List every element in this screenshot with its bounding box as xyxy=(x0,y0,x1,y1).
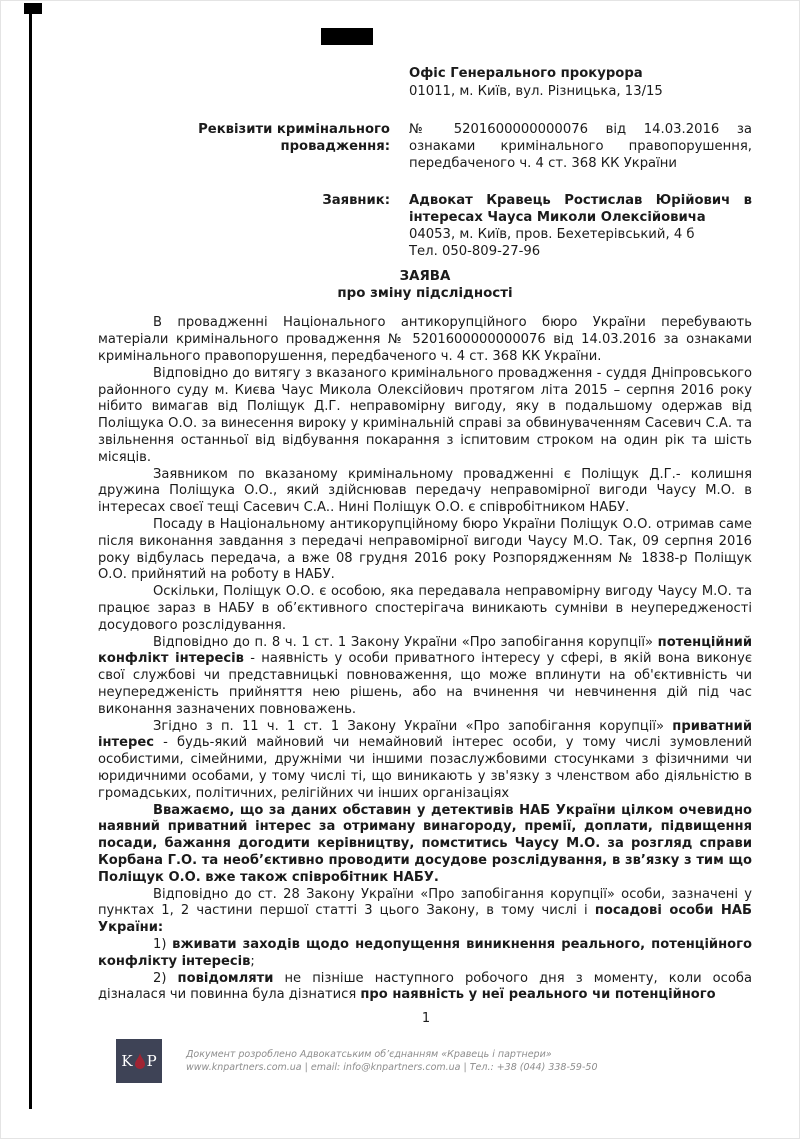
footer-credit-line: Документ розроблено Адвокатським об’єднанням «Кравець і партнери» xyxy=(186,1049,552,1060)
applicant-phone: Тел. 050-809-27-96 xyxy=(409,244,541,260)
scan-artifact-blob xyxy=(24,3,42,14)
paragraph: Заявником по вказаному кримінальному провадженні є Поліщук Д.Г.- колишня дружина Поліщука О.О., який здійснював передачу неправомірної вигоди Чаусу М.О. в інтересах своєї тещі Сасевич С.А.. Нині Поліщук О.О. є співробітником НАБУ. xyxy=(98,466,752,516)
logo-letter-k: K xyxy=(121,1052,133,1070)
document-subtitle: про зміну підслідності xyxy=(337,285,513,301)
applicant-block xyxy=(409,192,752,261)
paragraph: Відповідно до витягу з вказаного кримінального провадження - суддя Дніпровського районного суду м. Києва Чаус Микола Олексійович протягом літа 2015 – серпня 2016 року нібито вимагав від Поліщук Д.Г. неправомірну вигоду, яку в подальшому одержав від Поліщука О.О. за винесення вироку у кримінальній справі за обвинуваченням Сасевич С.А. та звільнення останньої від відбування покарання з іспитовим строком на один рік та шість місяців. xyxy=(98,365,752,465)
requisites-label: Реквізити кримінального провадження: xyxy=(198,122,390,155)
scan-artifact-top-bar xyxy=(321,28,373,45)
paragraph: 2) повідомляти не пізніше наступного робочого дня з моменту, коли особа дізналася чи повинна була дізнатися про наявність у неї реального чи потенційного xyxy=(98,970,752,1003)
paragraph: Відповідно до п. 8 ч. 1 ст. 1 Закону України «Про запобігання корупції» потенційний конфлікт інтересів - наявність у особи приватного інтересу у сфері, в якій вона виконує свої службові чи представницькі повноваження, що може вплинути на об'єктивність чи неупередженість прийняття нею рішень, або на вчинення чи невчинення дій під час виконання зазначених повноважень. xyxy=(98,634,753,717)
requisites-value: № 5201600000000076 від 14.03.2016 за ознаками кримінального правопорушення, передбаченого ч. 4 ст. 368 КК України xyxy=(409,122,752,172)
law-firm-logo xyxy=(116,1039,162,1083)
document-title: ЗАЯВА xyxy=(399,269,451,285)
paragraph: В провадженні Національного антикорупційного бюро України перебувають матеріали кримінального провадження № 5201600000000076 від 14.03.2016 за ознаками кримінального правопорушення, передбаченого ч. 4 ст. 368 КК України. xyxy=(98,315,752,365)
footer-contacts-line: www.knpartners.com.ua | email: info@knpartners.com.ua | Тел.: +38 (044) 338-59-50 xyxy=(186,1062,598,1073)
footer-text xyxy=(186,1048,598,1074)
paragraph: Згідно з п. 11 ч. 1 ст. 1 Закону України «Про запобігання корупції» приватний інтерес - будь-який майновий чи немайновий інтерес особи, у тому числі зумовлений особистими, сімейними, дружніми чи іншими позаслужбовими стосунками з фізичними чи юридичними особами, у тому числі ті, що виникають у зв'язку з членством або діяльністю в громадських, політичних, релігійних чи інших організаціях xyxy=(98,718,752,801)
applicant-address: 04053, м. Київ, пров. Бехетерівський, 4 б xyxy=(409,227,695,243)
logo-letter-p: P xyxy=(146,1052,157,1070)
addressee-office-address: 01011, м. Київ, вул. Різницька, 13/15 xyxy=(409,83,663,99)
applicant-label: Заявник: xyxy=(322,192,390,208)
scan-artifact-left-line xyxy=(29,13,32,1109)
applicant-name: Адвокат Кравець Ростислав Юрійович в інтересах Чауса Миколи Олексійовича xyxy=(409,192,752,225)
document-body xyxy=(98,315,752,1004)
paragraph: Вважаємо, що за даних обставин у детективів НАБ України цілком очевидно наявний приватний інтерес за отриману винагороду, премії, доплати, підвищення посади, бажання догодити керівництву, помститись Чаусу М.О. за розгляд справи Корбана Г.О. та необ’єктивно проводити досудове розслідування, в зв’язку з тим що Поліщук О.О. вже також співробітник НАБУ. xyxy=(98,802,752,885)
addressee-office-name: Офіс Генерального прокурора xyxy=(409,66,643,81)
paragraph: Посаду в Національному антикорупційному бюро України Поліщук О.О. отримав саме після виконання завдання з передачі неправомірної вигоди Чаусу М.О. Так, 09 серпня 2016 року відбулась передача, а вже 08 грудня 2016 року Розпорядженням № 1838-р Поліщук О.О. прийнятий на роботу в НАБУ. xyxy=(98,516,752,583)
document-title-block xyxy=(98,269,752,302)
paragraph: Відповідно до ст. 28 Закону України «Про запобігання корупції» особи, зазначені у пунктах 1, 2 частини першої статті 3 цього Закону, в тому числі і посадові особи НАБ України: xyxy=(98,886,752,936)
requisites-row xyxy=(98,121,752,173)
paragraph: 1) вживати заходів щодо недопущення виникнення реального, потенційного конфлікту інтересів; xyxy=(98,936,752,969)
logo-drop-icon xyxy=(135,1053,145,1069)
page-number: 1 xyxy=(421,1011,431,1026)
paragraph: Оскільки, Поліщук О.О. є особою, яка передавала неправомірну вигоду Чаусу М.О. та працює зараз в НАБУ в об’єктивного спостерігача виникають сумніви в неупередженості досудового розслідування. xyxy=(98,584,752,633)
addressee-block xyxy=(409,65,752,100)
footer xyxy=(116,1039,598,1083)
applicant-row xyxy=(98,192,752,261)
